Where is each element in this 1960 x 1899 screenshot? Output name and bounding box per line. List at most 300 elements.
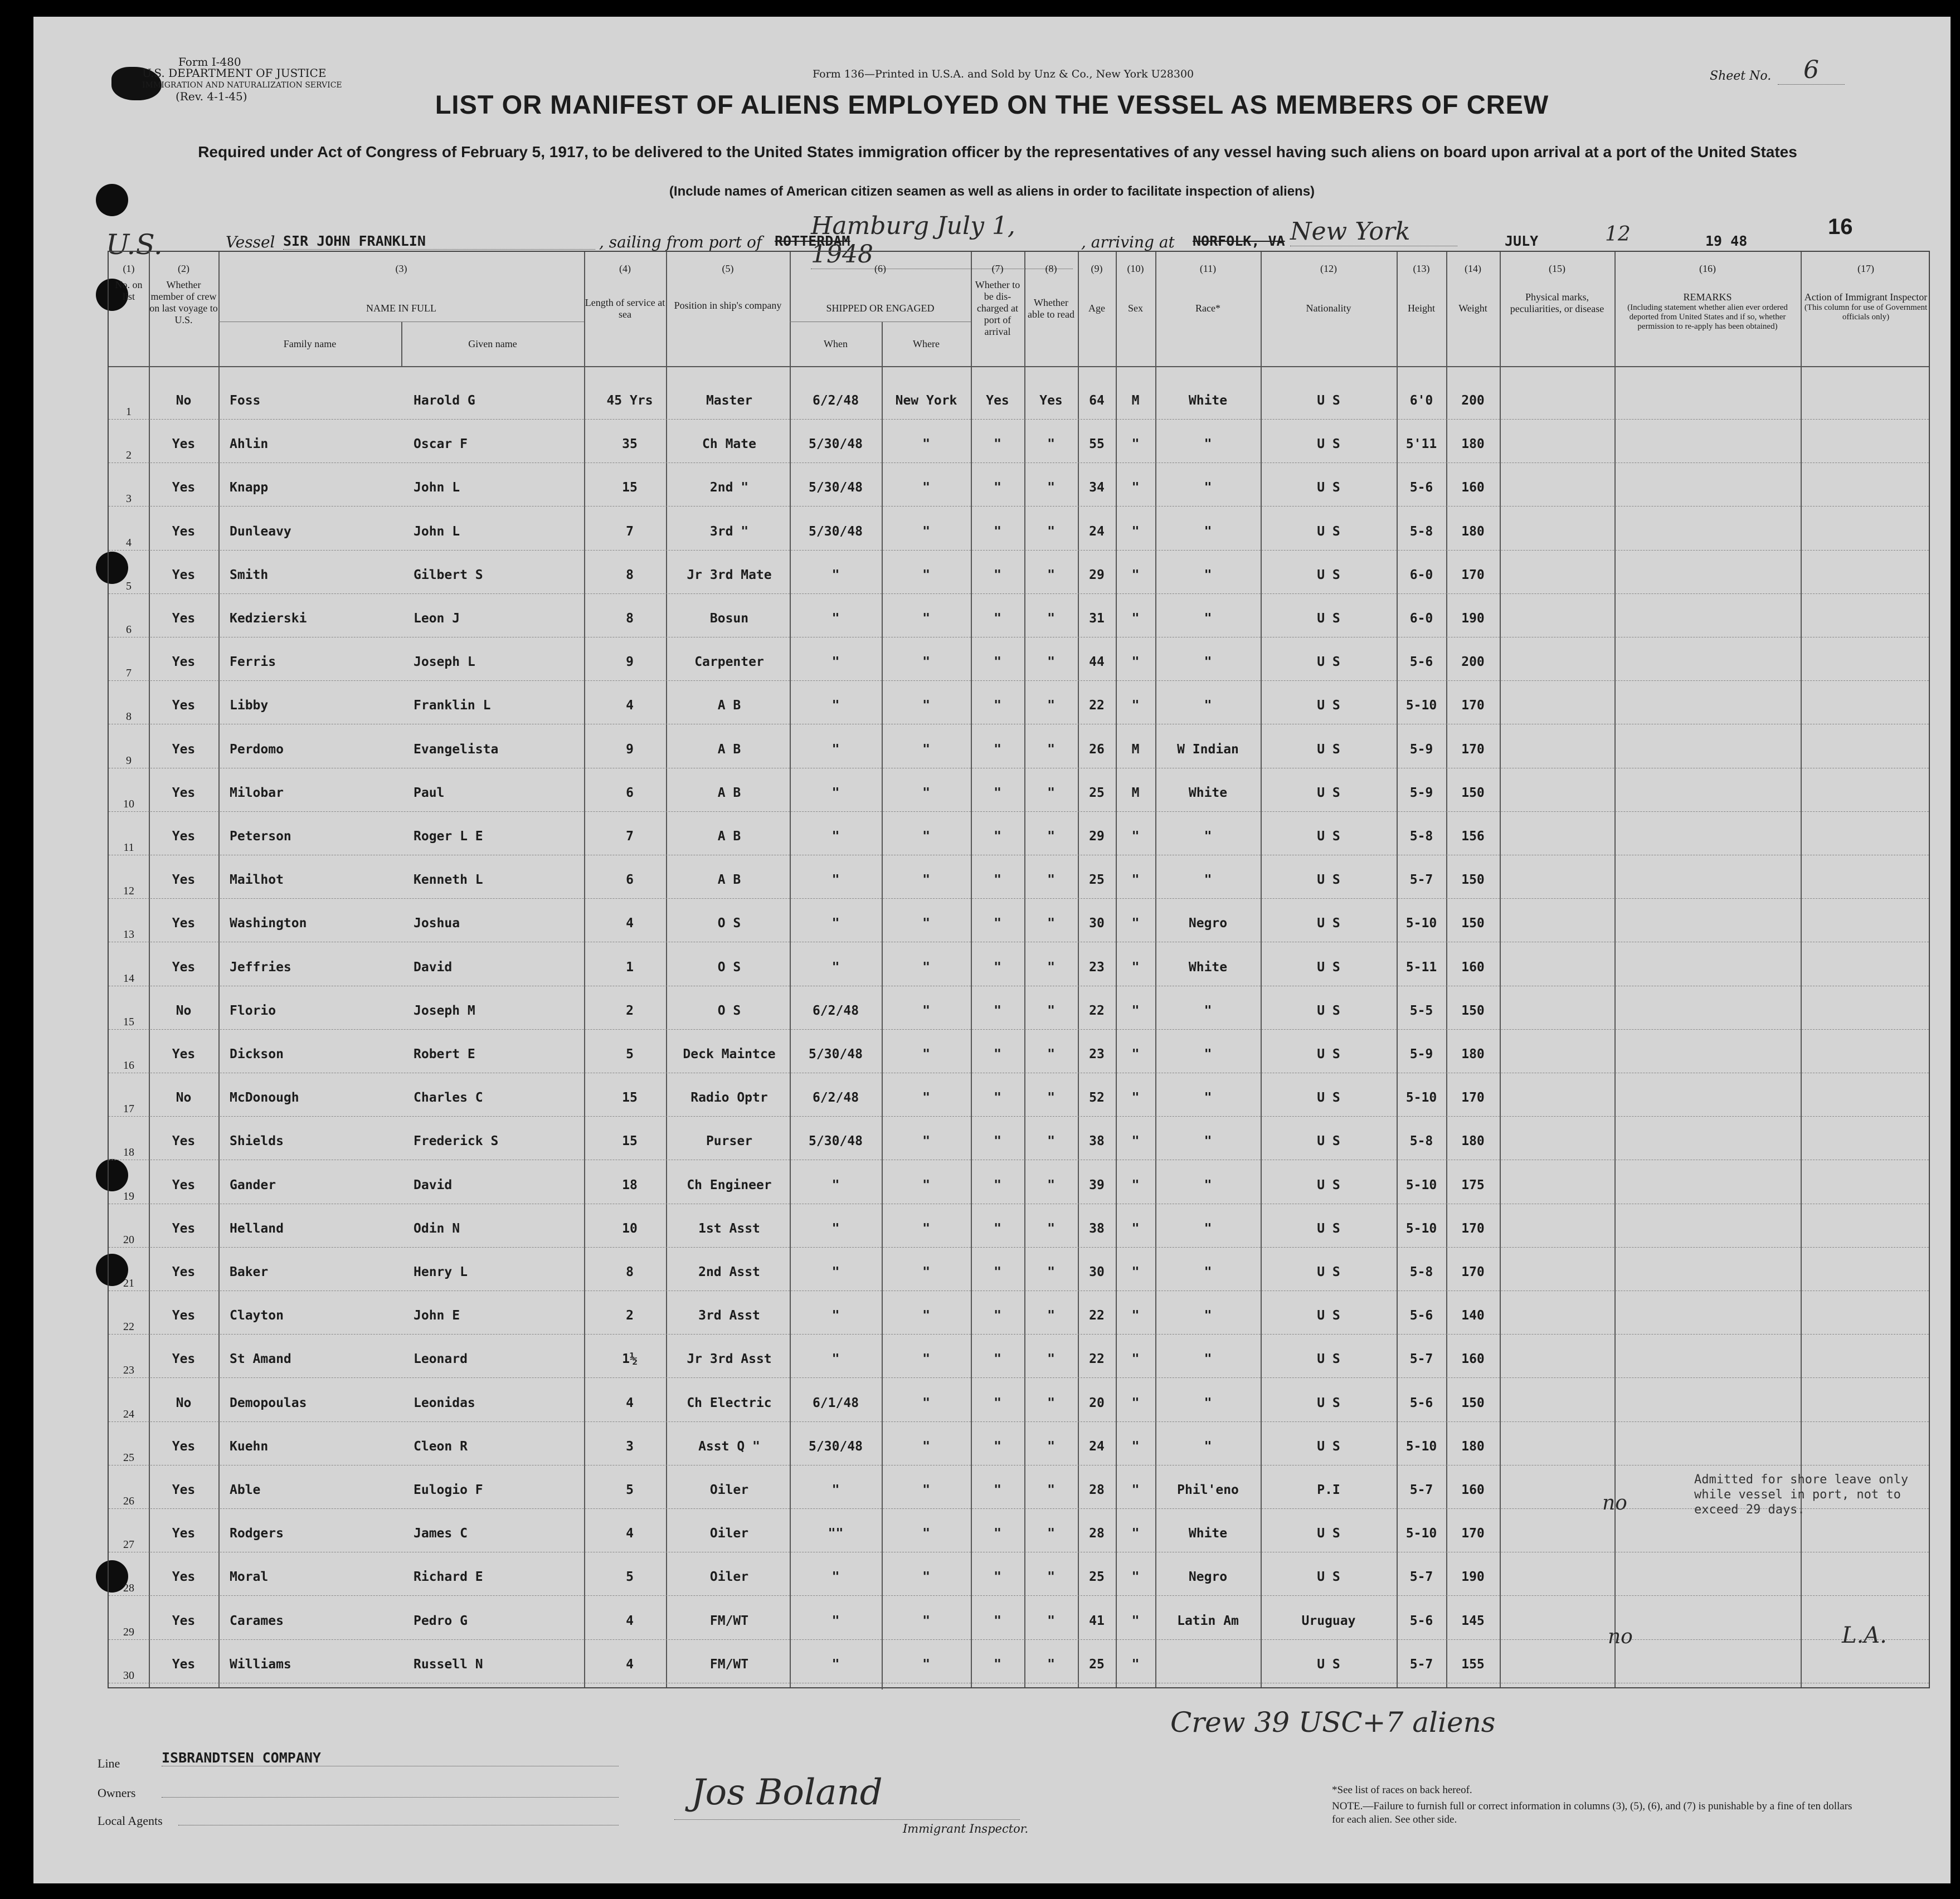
cell-disch: " xyxy=(994,1308,1001,1323)
cell-last: Yes xyxy=(172,916,196,931)
cell-family: Jeffries xyxy=(230,960,291,975)
cell-given: John E xyxy=(414,1308,460,1323)
cell-read: Yes xyxy=(1039,393,1063,408)
cell-service: 2 xyxy=(626,1308,634,1323)
cell-service: 3 xyxy=(626,1439,634,1454)
shore-leave-stamp: Admitted for shore leave only while vessel in port, not to exceed 29 days. xyxy=(1694,1473,1909,1517)
sailing-label: , sailing from port of xyxy=(599,233,762,251)
cell-read: " xyxy=(1047,1352,1055,1367)
cell-read: " xyxy=(1047,1265,1055,1279)
cell-nat: U S xyxy=(1317,1395,1340,1410)
cell-disch: " xyxy=(994,655,1001,670)
cell-where: " xyxy=(922,916,930,931)
cell-weight: 155 xyxy=(1461,1657,1485,1672)
cell-weight: 180 xyxy=(1461,1047,1485,1062)
cell-position: A B xyxy=(717,829,741,844)
cell-service: 9 xyxy=(626,742,634,757)
cell-weight: 180 xyxy=(1461,1134,1485,1149)
cell-nat: U S xyxy=(1317,1003,1340,1018)
col-header-7: (7) Whether to be dis-charged at port of arrival xyxy=(975,263,1020,337)
cell-weight: 150 xyxy=(1461,1395,1485,1410)
cell-height: 5-10 xyxy=(1405,1221,1437,1236)
cell-position: Jr 3rd Mate xyxy=(687,567,772,582)
cell-disch: " xyxy=(994,1047,1001,1062)
cell-disch: " xyxy=(994,1177,1001,1192)
cell-where: " xyxy=(922,1090,930,1106)
row-number: 23 xyxy=(123,1364,134,1377)
row-number: 13 xyxy=(123,928,134,941)
row-number: 16 xyxy=(123,1059,134,1072)
cell-last: Yes xyxy=(172,1177,196,1192)
cell-family: Clayton xyxy=(230,1308,284,1323)
cell-weight: 170 xyxy=(1461,698,1485,713)
cell-service: 4 xyxy=(626,1613,634,1628)
row-number: 19 xyxy=(123,1190,134,1202)
cell-when: 5/30/48 xyxy=(809,437,863,452)
cell-last: Yes xyxy=(172,437,196,452)
cell-last: Yes xyxy=(172,1265,196,1279)
row-number: 11 xyxy=(123,841,134,854)
cell-age: 25 xyxy=(1089,873,1105,888)
row-number: 26 xyxy=(123,1495,134,1507)
page-stamp: 16 xyxy=(1828,215,1853,239)
cell-weight: 150 xyxy=(1461,785,1485,800)
cell-disch: " xyxy=(994,524,1001,539)
cell-position: Jr 3rd Asst xyxy=(687,1352,772,1367)
table-row xyxy=(109,641,1929,685)
table-row xyxy=(109,1208,1929,1252)
cell-last: No xyxy=(176,1003,192,1018)
arrival-year: 19 48 xyxy=(1705,233,1748,249)
cell-age: 22 xyxy=(1089,698,1105,713)
cell-last: Yes xyxy=(172,1657,196,1672)
cell-when: 5/30/48 xyxy=(809,1047,863,1062)
col-header-11: (11) Race* xyxy=(1195,263,1220,314)
cell-last: Yes xyxy=(172,1570,196,1585)
table-row xyxy=(109,1165,1929,1208)
cell-given: Kenneth L xyxy=(414,873,483,888)
cell-where: " xyxy=(922,1047,930,1062)
cell-nat: U S xyxy=(1317,1657,1340,1672)
cell-race: White xyxy=(1188,1526,1228,1541)
cell-disch: " xyxy=(994,611,1001,626)
cell-service: 2 xyxy=(626,1003,634,1018)
cell-when: " xyxy=(831,785,840,800)
cell-position: O S xyxy=(717,960,741,975)
cell-position: Purser xyxy=(706,1134,753,1149)
cell-weight: 170 xyxy=(1461,1090,1485,1106)
agents-label: Local Agents xyxy=(98,1814,163,1828)
cell-height: 5-8 xyxy=(1409,1134,1433,1149)
cell-position: Bosun xyxy=(709,611,749,626)
cell-where: " xyxy=(922,960,930,975)
cell-race: Latin Am xyxy=(1177,1613,1239,1628)
cell-height: 5-10 xyxy=(1405,1177,1437,1192)
cell-service: 4 xyxy=(626,916,634,931)
cell-last: Yes xyxy=(172,698,196,713)
cell-family: Demopoulas xyxy=(230,1395,307,1410)
cell-disch: " xyxy=(994,916,1001,931)
cell-read: " xyxy=(1047,1134,1055,1149)
cell-weight: 150 xyxy=(1461,916,1485,931)
col-header-15: (15) Physical marks, peculiarities, or disease xyxy=(1510,263,1604,314)
cell-weight: 170 xyxy=(1461,1526,1485,1541)
cell-age: 20 xyxy=(1089,1395,1105,1410)
cell-disch: " xyxy=(994,1526,1001,1541)
cell-family: Ferris xyxy=(230,655,276,670)
cell-age: 39 xyxy=(1089,1177,1105,1192)
cell-age: 22 xyxy=(1089,1308,1105,1323)
cell-last: Yes xyxy=(172,611,196,626)
arrival-day: 12 xyxy=(1605,223,1631,246)
cell-where: " xyxy=(922,437,930,452)
cell-read: " xyxy=(1047,655,1055,670)
cell-nat: U S xyxy=(1317,567,1340,582)
cell-weight: 160 xyxy=(1461,960,1485,975)
cell-read: " xyxy=(1047,960,1055,975)
col-header-17: (17) Action of Immigrant Inspector (This column for use of Government officials only) xyxy=(1804,263,1928,322)
cell-height: 5-9 xyxy=(1409,1047,1433,1062)
cell-position: Asst Q " xyxy=(698,1439,760,1454)
cell-height: 5-10 xyxy=(1405,1526,1437,1541)
cell-position: A B xyxy=(717,785,741,800)
cell-age: 26 xyxy=(1089,742,1105,757)
cell-given: Gilbert S xyxy=(414,567,483,582)
cell-sex: " xyxy=(1131,1265,1140,1279)
table-row xyxy=(109,380,1929,423)
cell-race: Negro xyxy=(1188,916,1228,931)
cell-service: 15 xyxy=(622,480,638,495)
cell-when: 5/30/48 xyxy=(809,524,863,539)
cell-service: 5 xyxy=(626,1047,634,1062)
cell-where: " xyxy=(922,1395,930,1410)
cell-where: " xyxy=(922,1570,930,1585)
table-row xyxy=(109,1469,1929,1513)
col-header-14: (14) Weight xyxy=(1458,263,1487,314)
row-number: 18 xyxy=(123,1146,134,1159)
cell-family: Smith xyxy=(230,567,269,582)
cell-height: 5-8 xyxy=(1409,829,1433,844)
col-header-where: Where xyxy=(913,338,940,349)
remark-29: no xyxy=(1608,1625,1633,1648)
owners-label: Owners xyxy=(98,1786,136,1800)
table-row xyxy=(109,1295,1929,1338)
table-row xyxy=(109,1382,1929,1426)
cell-given: Joseph M xyxy=(414,1003,475,1018)
cell-when: " xyxy=(831,611,840,626)
row-number: 6 xyxy=(126,624,132,636)
cell-read: " xyxy=(1047,567,1055,582)
table-row xyxy=(109,423,1929,467)
cell-sex: " xyxy=(1131,437,1140,452)
cell-where: " xyxy=(922,742,930,757)
vessel-label: Vessel xyxy=(226,233,275,251)
sailing-port-struck: ROTTERDAM xyxy=(775,233,850,249)
cell-when: " xyxy=(831,916,840,931)
table-row xyxy=(109,947,1929,990)
cell-sex: " xyxy=(1131,480,1140,495)
cell-race: " xyxy=(1204,1177,1212,1192)
cell-read: " xyxy=(1047,611,1055,626)
cell-nat: U S xyxy=(1317,1265,1340,1279)
table-row xyxy=(109,1556,1929,1600)
cell-service: 35 xyxy=(622,437,638,452)
cell-height: 6-0 xyxy=(1409,567,1433,582)
cell-race: " xyxy=(1204,1090,1212,1106)
country-prefix: U.S. xyxy=(106,228,163,261)
cell-when: " xyxy=(831,1221,840,1236)
cell-service: 4 xyxy=(626,1526,634,1541)
cell-disch: " xyxy=(994,1221,1001,1236)
col-header-4: (4) Length of service at sea xyxy=(585,263,665,320)
cell-nat: U S xyxy=(1317,1047,1340,1062)
cell-height: 5-9 xyxy=(1409,742,1433,757)
cell-race: " xyxy=(1204,1003,1212,1018)
cell-family: St Amand xyxy=(230,1352,291,1367)
cell-family: Knapp xyxy=(230,480,269,495)
cell-disch: " xyxy=(994,1439,1001,1454)
cell-service: 8 xyxy=(626,1265,634,1279)
cell-weight: 200 xyxy=(1461,393,1485,408)
cell-position: 3rd " xyxy=(709,524,749,539)
cell-race: " xyxy=(1204,567,1212,582)
cell-position: Master xyxy=(706,393,753,408)
row-number: 27 xyxy=(123,1538,134,1551)
cell-read: " xyxy=(1047,1483,1055,1497)
cell-position: 1st Asst xyxy=(698,1221,760,1236)
cell-race: " xyxy=(1204,437,1212,452)
col-header-9: (9) Age xyxy=(1088,263,1105,314)
cell-age: 25 xyxy=(1089,785,1105,800)
cell-disch: " xyxy=(994,829,1001,844)
cell-given: Oscar F xyxy=(414,437,468,452)
see-races-note: *See list of races on back hereof. xyxy=(1332,1784,1472,1796)
remark-26: no xyxy=(1602,1492,1627,1515)
cell-sex: " xyxy=(1131,1177,1140,1192)
cell-last: No xyxy=(176,1395,192,1410)
cell-last: Yes xyxy=(172,1483,196,1497)
cell-read: " xyxy=(1047,437,1055,452)
cell-last: Yes xyxy=(172,1439,196,1454)
row-number: 7 xyxy=(126,667,132,680)
table-row xyxy=(109,1034,1929,1077)
cell-age: 24 xyxy=(1089,524,1105,539)
cell-age: 22 xyxy=(1089,1003,1105,1018)
inspector-initials: L.A. xyxy=(1842,1623,1887,1648)
cell-sex: " xyxy=(1131,611,1140,626)
cell-service: 45 Yrs xyxy=(606,393,653,408)
row-number: 17 xyxy=(123,1103,134,1116)
cell-sex: " xyxy=(1131,1613,1140,1628)
cell-given: David xyxy=(414,1177,453,1192)
cell-where: " xyxy=(922,1134,930,1149)
cell-race: " xyxy=(1204,829,1212,844)
cell-disch: " xyxy=(994,873,1001,888)
cell-age: 25 xyxy=(1089,1570,1105,1585)
cell-read: " xyxy=(1047,698,1055,713)
cell-when: 5/30/48 xyxy=(809,480,863,495)
cell-read: " xyxy=(1047,1221,1055,1236)
table-row xyxy=(109,816,1929,859)
row-number: 12 xyxy=(123,885,134,898)
form-service: IMMIGRATION AND NATURALIZATION SERVICE xyxy=(142,81,342,90)
cell-service: 9 xyxy=(626,655,634,670)
cell-read: " xyxy=(1047,1570,1055,1585)
cell-when: " xyxy=(831,829,840,844)
cell-weight: 180 xyxy=(1461,524,1485,539)
cell-race: Negro xyxy=(1188,1570,1228,1585)
cell-sex: " xyxy=(1131,1308,1140,1323)
cell-family: Rodgers xyxy=(230,1526,284,1541)
cell-age: 23 xyxy=(1089,960,1105,975)
cell-where: " xyxy=(922,1526,930,1541)
cell-family: Perdomo xyxy=(230,742,284,757)
cell-when: 5/30/48 xyxy=(809,1134,863,1149)
cell-race: " xyxy=(1204,611,1212,626)
cell-race: White xyxy=(1188,393,1228,408)
cell-when: "" xyxy=(828,1526,844,1541)
cell-nat: U S xyxy=(1317,393,1340,408)
cell-age: 25 xyxy=(1089,1657,1105,1672)
row-number: 30 xyxy=(123,1669,134,1682)
cell-weight: 160 xyxy=(1461,480,1485,495)
cell-read: " xyxy=(1047,1395,1055,1410)
line-value: ISBRANDTSEN COMPANY xyxy=(162,1750,619,1766)
cell-where: New York xyxy=(895,393,957,408)
cell-family: Dunleavy xyxy=(230,524,291,539)
cell-disch: " xyxy=(994,1657,1001,1672)
cell-when: " xyxy=(831,960,840,975)
col-header-6: (6) SHIPPED OR ENGAGED xyxy=(826,263,935,314)
cell-weight: 150 xyxy=(1461,1003,1485,1018)
col-header-2: (2) Whether member of crew on last voyage to U.S. xyxy=(149,263,218,325)
cell-sex: M xyxy=(1131,785,1140,800)
cell-given: Russell N xyxy=(414,1657,483,1672)
cell-family: Ahlin xyxy=(230,437,269,452)
table-row xyxy=(109,1426,1929,1469)
cell-nat: U S xyxy=(1317,1308,1340,1323)
cell-position: Oiler xyxy=(709,1526,749,1541)
cell-nat: U S xyxy=(1317,873,1340,888)
cell-weight: 180 xyxy=(1461,1439,1485,1454)
cell-read: " xyxy=(1047,742,1055,757)
arrival-month: JULY xyxy=(1505,233,1539,249)
cell-height: 5-6 xyxy=(1409,1613,1433,1628)
cell-when: 6/2/48 xyxy=(812,1090,859,1106)
cell-sex: " xyxy=(1131,1439,1140,1454)
cell-given: Leonard xyxy=(414,1352,468,1367)
cell-age: 64 xyxy=(1089,393,1105,408)
cell-nat: U S xyxy=(1317,437,1340,452)
cell-nat: U S xyxy=(1317,1134,1340,1149)
cell-disch: " xyxy=(994,1395,1001,1410)
cell-nat: U S xyxy=(1317,1352,1340,1367)
cell-given: Eulogio F xyxy=(414,1483,483,1497)
cell-when: " xyxy=(831,1483,840,1497)
cell-where: " xyxy=(922,1439,930,1454)
cell-where: " xyxy=(922,611,930,626)
cell-age: 44 xyxy=(1089,655,1105,670)
cell-where: " xyxy=(922,524,930,539)
cell-position: FM/WT xyxy=(709,1613,749,1628)
cell-read: " xyxy=(1047,829,1055,844)
cell-nat: U S xyxy=(1317,698,1340,713)
cell-given: Odin N xyxy=(414,1221,460,1236)
cell-sex: " xyxy=(1131,1047,1140,1062)
col-header-when: When xyxy=(824,338,848,349)
cell-last: Yes xyxy=(172,1047,196,1062)
table-row xyxy=(109,1513,1929,1556)
row-number: 15 xyxy=(123,1015,134,1028)
crew-total: Crew 39 USC+7 aliens xyxy=(1170,1706,1496,1739)
cell-sex: " xyxy=(1131,1134,1140,1149)
row-number: 24 xyxy=(123,1408,134,1420)
cell-where: " xyxy=(922,1265,930,1279)
cell-disch: " xyxy=(994,1003,1001,1018)
cell-nat: U S xyxy=(1317,1221,1340,1236)
arriving-label: , arriving at xyxy=(1081,233,1175,251)
cell-last: Yes xyxy=(172,1221,196,1236)
cell-disch: " xyxy=(994,1570,1001,1585)
cell-height: 5-7 xyxy=(1409,873,1433,888)
cell-race: " xyxy=(1204,1265,1212,1279)
table-row xyxy=(109,1252,1929,1295)
cell-nat: U S xyxy=(1317,1090,1340,1106)
cell-given: Frederick S xyxy=(414,1134,499,1149)
cell-given: Pedro G xyxy=(414,1613,468,1628)
requirement-text: Required under Act of Congress of February 5, 1917, to be delivered to the United States immigration officer by the representatives of any vessel having such aliens on board upon arrival at a port of the United States xyxy=(198,143,1797,160)
cell-race: " xyxy=(1204,1352,1212,1367)
cell-age: 22 xyxy=(1089,1352,1105,1367)
cell-last: Yes xyxy=(172,1308,196,1323)
row-number: 4 xyxy=(126,536,132,549)
table-row xyxy=(109,1644,1929,1687)
cell-nat: U S xyxy=(1317,1177,1340,1192)
cell-age: 23 xyxy=(1089,1047,1105,1062)
col-header-3: (3) NAME IN FULL xyxy=(366,263,436,314)
cell-position: A B xyxy=(717,742,741,757)
table-row xyxy=(109,598,1929,641)
cell-family: Dickson xyxy=(230,1047,284,1062)
cell-race: " xyxy=(1204,1308,1212,1323)
cell-where: " xyxy=(922,1657,930,1672)
cell-sex: " xyxy=(1131,655,1140,670)
cell-read: " xyxy=(1047,1308,1055,1323)
cell-family: Washington xyxy=(230,916,307,931)
cell-family: Williams xyxy=(230,1657,291,1672)
cell-given: Harold G xyxy=(414,393,475,408)
cell-last: Yes xyxy=(172,524,196,539)
cell-service: 10 xyxy=(622,1221,638,1236)
cell-age: 34 xyxy=(1089,480,1105,495)
cell-height: 6'0 xyxy=(1409,393,1433,408)
cell-height: 5-8 xyxy=(1409,524,1433,539)
cell-given: Leon J xyxy=(414,611,460,626)
cell-height: 5-10 xyxy=(1405,1439,1437,1454)
cell-race: " xyxy=(1204,698,1212,713)
cell-race: W Indian xyxy=(1177,742,1239,757)
row-number: 28 xyxy=(123,1582,134,1595)
cell-where: " xyxy=(922,655,930,670)
cell-given: David xyxy=(414,960,453,975)
cell-sex: " xyxy=(1131,1352,1140,1367)
cell-position: Ch Engineer xyxy=(687,1177,772,1192)
cell-height: 5-6 xyxy=(1409,655,1433,670)
cell-service: 15 xyxy=(622,1134,638,1149)
cell-read: " xyxy=(1047,1047,1055,1062)
table-row xyxy=(109,554,1929,598)
cell-nat: U S xyxy=(1317,785,1340,800)
